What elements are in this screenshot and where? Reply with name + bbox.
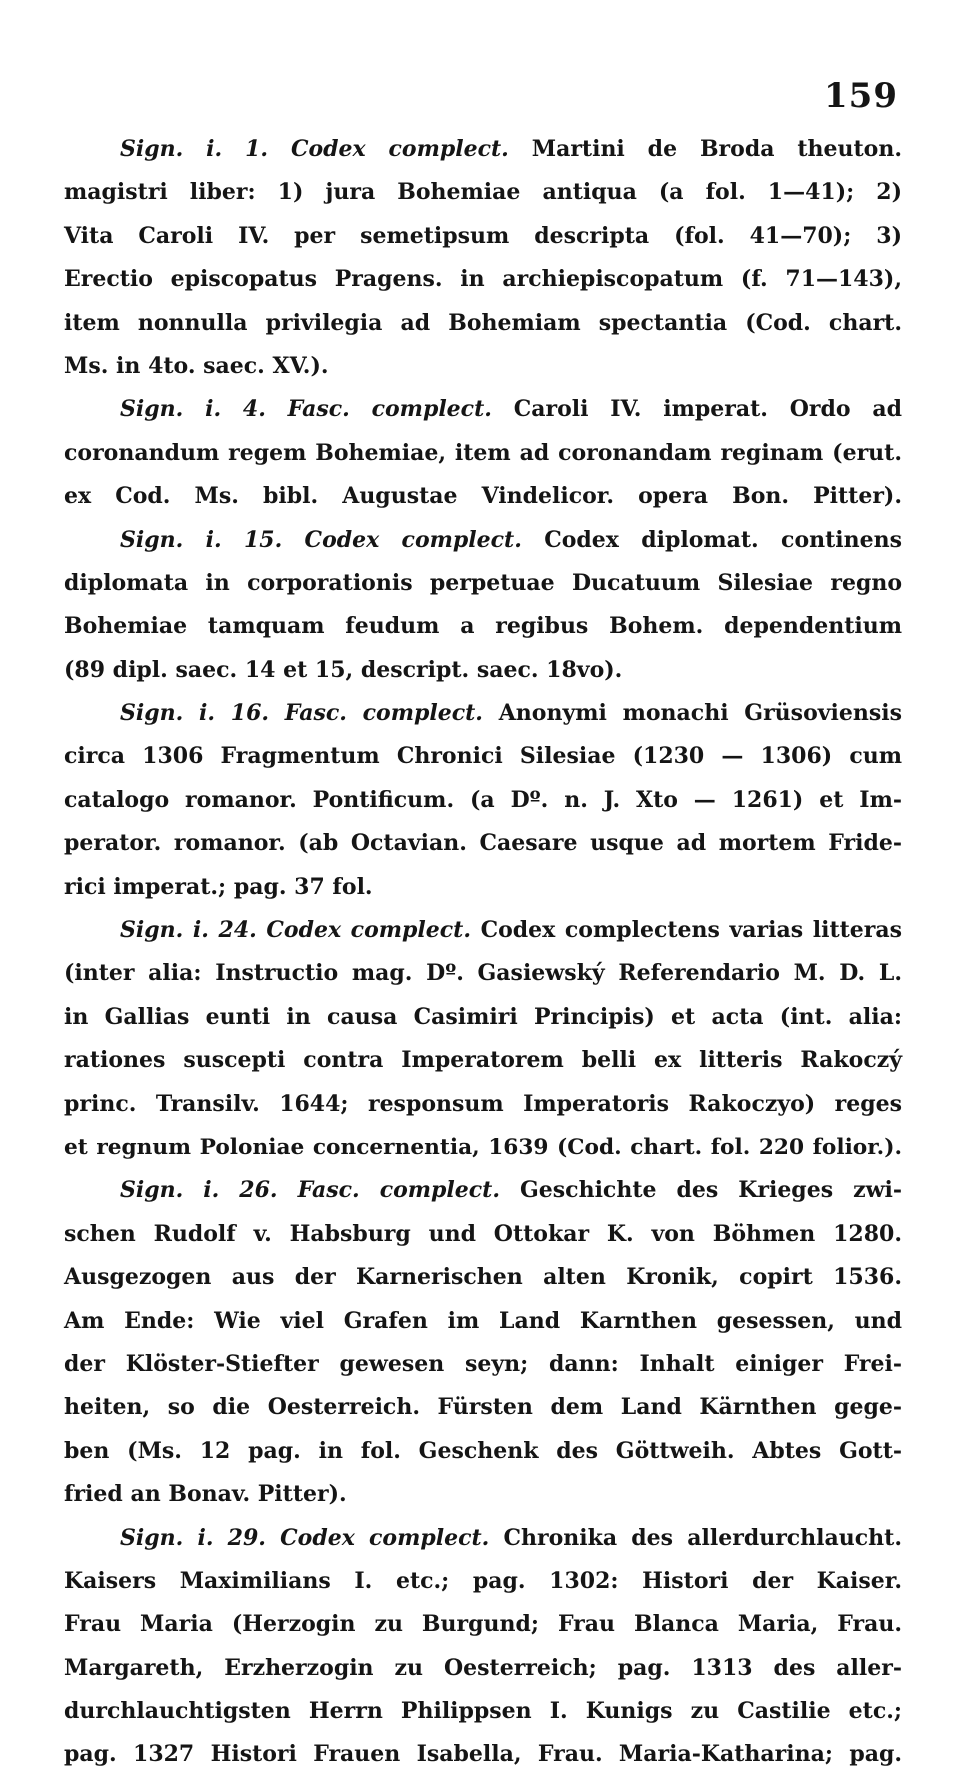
signature-label: Sign. i. 15. Codex complect. [120,526,522,553]
text-line: heiten, so die Oesterreich. Fürsten dem Land Kärnthen gege- [64,1394,902,1421]
signature-label: Sign. i. 4. Fasc. complect. [120,396,492,423]
catalogue-entry [64,128,902,388]
catalogue-entry [64,1517,902,1777]
signature-label: Sign. i. 16. Fasc. complect. [120,700,483,727]
catalogue-entry [64,1169,902,1516]
text-line: Sign. i. 4. Fasc. complect. Caroli IV. imperat. Ordo ad [120,396,902,423]
text-line: magistri liber: 1) jura Bohemiae antiqua (a fol. 1—41); 2) [64,179,902,206]
text-line: Sign. i. 16. Fasc. complect. Anonymi monachi Grüsoviensis [120,700,902,727]
catalogue-text [64,128,902,1777]
catalogue-entry [64,692,902,909]
text-line: durchlauchtigsten Herrn Philippsen I. Kunigs zu Castilie etc.; [64,1698,902,1725]
signature-label: Sign. i. 1. Codex complect. [120,136,509,162]
text-line: Sign. i. 24. Codex complect. Codex complectens varias litteras [120,917,902,944]
signature-label: Sign. i. 26. Fasc. complect. [120,1177,500,1204]
text-line: Am Ende: Wie viel Grafen im Land Karnthen gesessen, und [64,1307,902,1334]
signature-label: Sign. i. 24. Codex complect. [120,917,471,944]
text-line: Ms. in 4to. saec. XV.). [64,352,329,379]
text-line: princ. Transilv. 1644; responsum Imperatoris Rakoczyo) reges [64,1090,902,1117]
signature-label: Sign. i. 29. Codex complect. [120,1524,490,1551]
text-line: Sign. i. 15. Codex complect. Codex diplomat. continens [120,526,903,553]
text-line: Margareth, Erzherzogin zu Oesterreich; pag. 1313 des aller- [64,1654,902,1681]
text-line: Bohemiae tamquam feudum a regibus Bohem. dependentium [64,613,902,640]
text-line: Ausgezogen aus der Karnerischen alten Kronik, copirt 1536. [64,1264,902,1291]
text-line: (89 dipl. saec. 14 et 15, descript. saec. 18vo). [64,656,623,683]
catalogue-entry [64,909,902,1169]
text-line: circa 1306 Fragmentum Chronici Silesiae (1230 — 1306) cum [64,743,902,770]
text-line: schen Rudolf v. Habsburg und Ottokar K. von Böhmen 1280. [64,1220,902,1247]
text-line: Sign. i. 26. Fasc. complect. Geschichte des Krieges zwi- [120,1177,902,1204]
page-number: 159 [824,76,898,116]
text-line: pag. 1327 Histori Frauen Isabella, Frau. Maria-Katharina; pag. [64,1741,902,1768]
catalogue-entry [64,388,902,518]
text-line: der Klöster-Stiefter gewesen seyn; dann: Inhalt einiger Frei- [64,1350,902,1377]
catalogue-entry [64,519,902,693]
text-line: catalogo romanor. Pontificum. (a Dº. n. J. Xto — 1261) et Im- [64,786,902,813]
text-line: item nonnulla privilegia ad Bohemiam spectantia (Cod. chart. [64,309,902,336]
text-line: rici imperat.; pag. 37 fol. [64,873,373,900]
text-line: perator. romanor. (ab Octavian. Caesare usque ad mortem Fride- [64,830,902,857]
text-line: rationes suscepti contra Imperatorem belli ex litteris Rakoczý [64,1047,902,1074]
text-line: Vita Caroli IV. per semetipsum descripta (fol. 41—70); 3) [64,222,902,249]
text-line: fried an Bonav. Pitter). [64,1481,347,1508]
text-line: diplomata in corporationis perpetuae Ducatuum Silesiae regno [64,569,902,596]
text-line: Sign. i. 29. Codex complect. Chronika des allerdurchlaucht. [120,1524,902,1551]
text-line: Sign. i. 1. Codex complect. Martini de Broda theuton. [120,136,902,162]
text-line: Frau Maria (Herzogin zu Burgund; Frau Blanca Maria, Frau. [64,1611,902,1638]
text-line: in Gallias eunti in causa Casimiri Principis) et acta (int. alia: [64,1003,902,1030]
text-line: Erectio episcopatus Pragens. in archiepiscopatum (f. 71—143), [64,266,902,293]
text-line: (inter alia: Instructio mag. Dº. Gasiewský Referendario M. D. L. [64,960,902,987]
text-line: et regnum Poloniae concernentia, 1639 (Cod. chart. fol. 220 folior.). [64,1134,902,1160]
text-line: coronandum regem Bohemiae, item ad coronandam reginam (erut. [64,439,902,466]
text-line: ex Cod. Ms. bibl. Augustae Vindelicor. opera Bon. Pitter). [64,483,902,510]
text-line: ben (Ms. 12 pag. in fol. Geschenk des Göttweih. Abtes Gott- [64,1437,902,1464]
text-line: Kaisers Maximilians I. etc.; pag. 1302: Histori der Kaiser. [64,1567,902,1594]
